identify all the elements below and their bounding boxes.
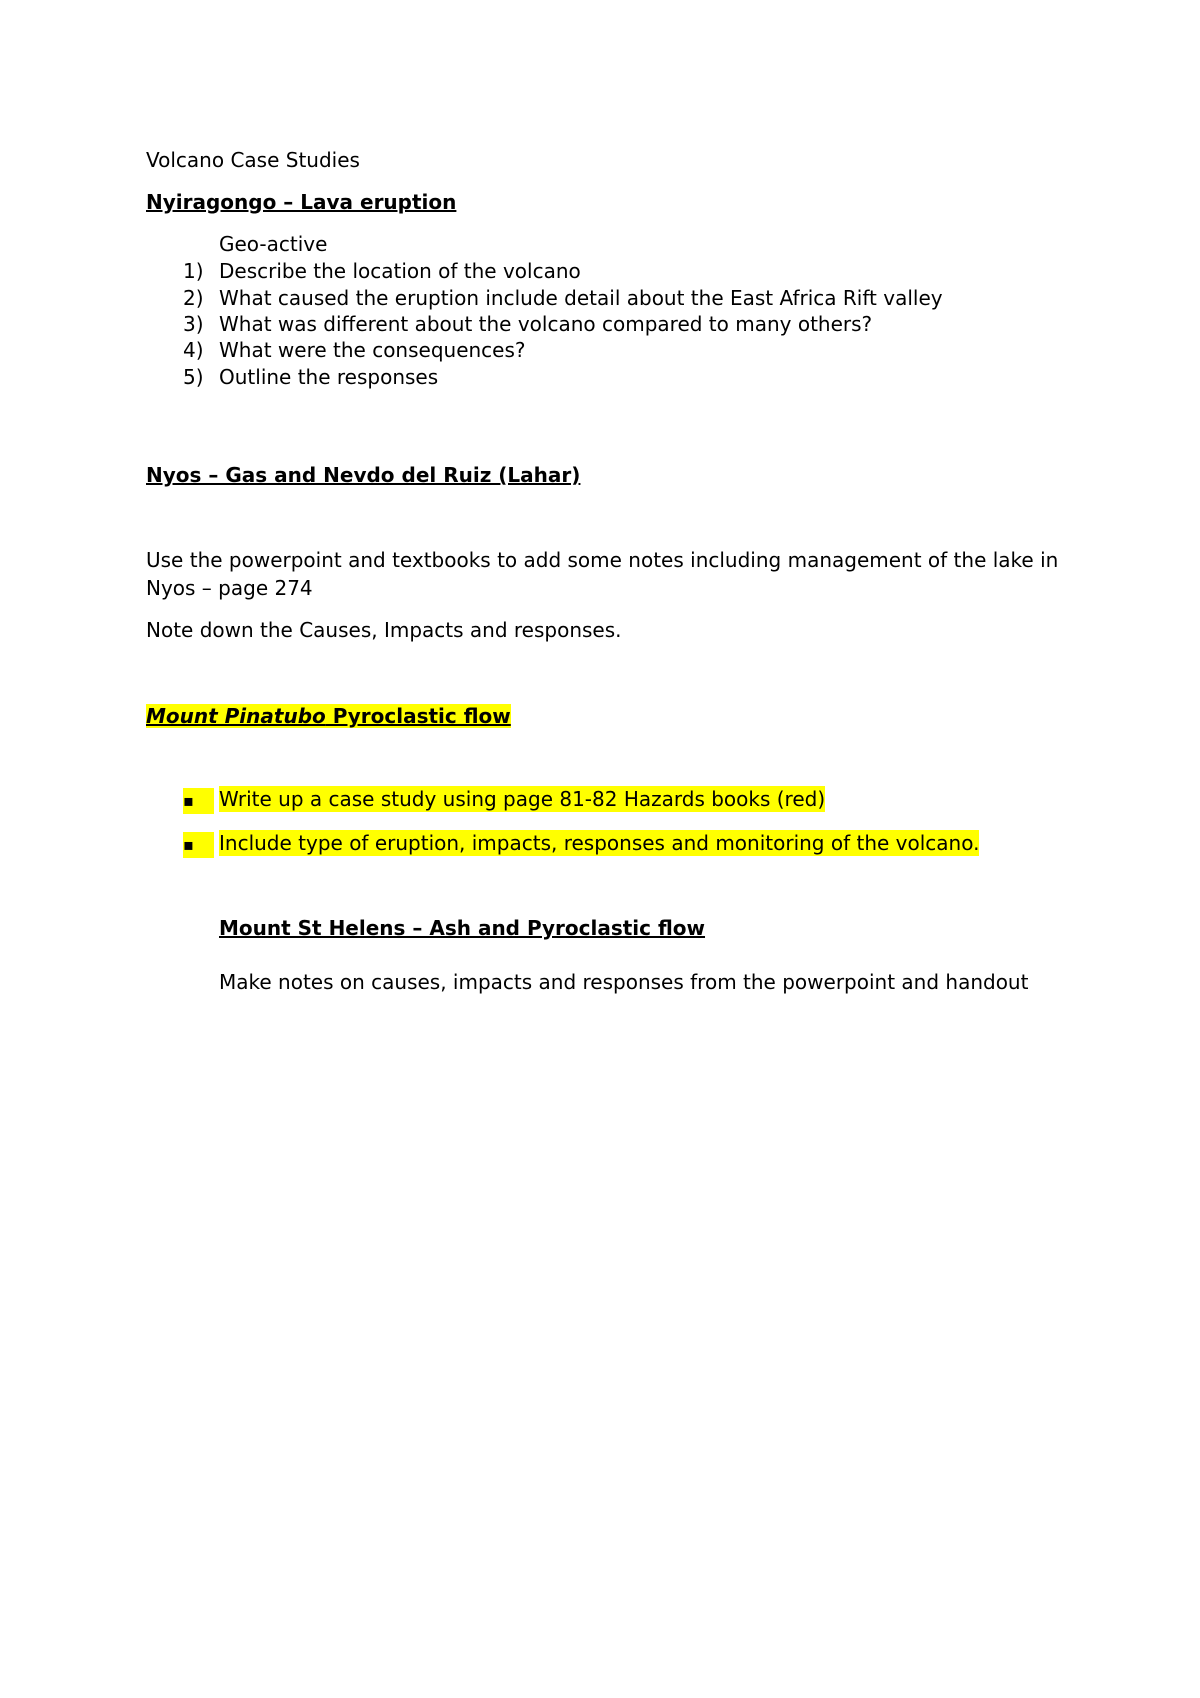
bullet-text: Write up a case study using page 81-82 Hazards books (red) (219, 787, 826, 811)
section-heading-pinatubo (146, 703, 511, 729)
list-number: 3) (183, 312, 204, 336)
heading-highlight (146, 704, 511, 728)
paragraph-st-helens: Make notes on causes, impacts and responses from the powerpoint and handout (219, 970, 1029, 994)
heading-italic-part: Mount Pinatubo (146, 704, 326, 728)
bullet-marker: ▪ (183, 788, 214, 814)
list-item-text: Describe the location of the volcano (219, 259, 581, 283)
section-sublabel: Geo-active (219, 232, 328, 256)
bullet-text: Include type of eruption, impacts, responses and monitoring of the volcano. (219, 831, 980, 855)
list-item-text: What was different about the volcano compared to many others? (219, 312, 873, 336)
paragraph-nyos-notes: Use the powerpoint and textbooks to add some notes including management of the lake in Nyos – page 274 (146, 548, 1059, 600)
bullet-marker: ▪ (183, 832, 214, 858)
document-title: Volcano Case Studies (146, 148, 360, 172)
list-item-text: Outline the responses (219, 365, 439, 389)
list-number: 4) (183, 338, 204, 362)
heading-rest-part: Pyroclastic flow (325, 704, 511, 728)
list-number: 1) (183, 259, 204, 283)
list-number: 5) (183, 365, 204, 389)
section-heading-nyiragongo: Nyiragongo – Lava eruption (146, 190, 457, 214)
paragraph-causes: Note down the Causes, Impacts and responses. (146, 618, 622, 642)
list-item-text: What caused the eruption include detail about the East Africa Rift valley (219, 286, 943, 310)
list-item-text: What were the consequences? (219, 338, 526, 362)
section-heading-st-helens: Mount St Helens – Ash and Pyroclastic flow (219, 916, 706, 940)
list-number: 2) (183, 286, 204, 310)
section-heading-nyos: Nyos – Gas and Nevdo del Ruiz (Lahar) (146, 463, 581, 487)
